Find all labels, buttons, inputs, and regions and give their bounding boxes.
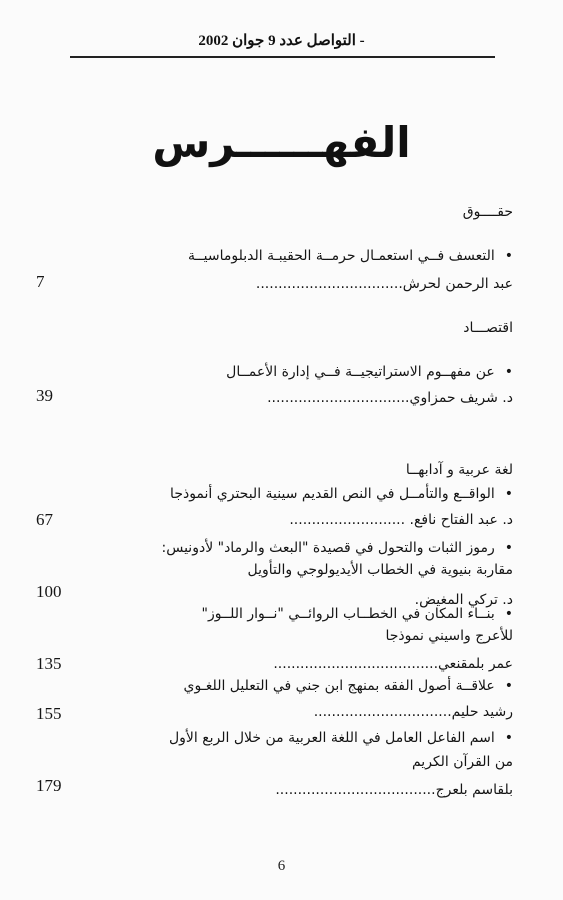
toc-entry-title: •التعسف فــي استعمـال حرمــة الحقيبـة الدبلوماسيــة xyxy=(187,248,513,264)
toc-entry-title: •عن مفهــوم الاستراتيجيــة فــي إدارة الأعمــال xyxy=(226,364,513,380)
page-number: 6 xyxy=(277,858,286,874)
toc-entry-page: 135 xyxy=(36,654,62,673)
bullet-icon: • xyxy=(504,606,513,622)
toc-entry-author: رشيد حليم............................... xyxy=(313,704,513,720)
toc-entry-page: 179 xyxy=(36,776,62,795)
bullet-icon: • xyxy=(504,486,513,502)
header-rule xyxy=(70,56,495,58)
running-header: - التواصل عدد 9 جوان 2002 xyxy=(198,33,365,49)
section-heading-economy: اقتصـــاد xyxy=(463,320,513,336)
bullet-icon: • xyxy=(504,364,513,380)
toc-entry-author: د. تركي المغيض. xyxy=(414,592,513,608)
toc-entry-title: •اسم الفاعل العامل في اللغة العربية من خلال الربع الأول xyxy=(168,730,513,746)
toc-entry-author: بلقاسم بلعرج.................................... xyxy=(275,782,513,798)
toc-entry-title: •بنــاء المكان في الخطــاب الروائــي "نــوار اللــوز" xyxy=(201,606,513,622)
page-title: الفهــــــرس xyxy=(152,118,411,167)
toc-entry-title: •الواقــع والتأمــل في النص القديم سينية البحتري أنموذجا xyxy=(170,486,513,502)
toc-entry-page: 155 xyxy=(36,704,62,723)
toc-entry-page: 100 xyxy=(36,582,62,601)
toc-entry-title: •رموز الثبات والتحول في قصيدة "البعث والرماد" لأدونيس: xyxy=(161,540,513,556)
bullet-icon: • xyxy=(504,730,513,746)
bullet-icon: • xyxy=(504,540,513,556)
bullet-icon: • xyxy=(504,678,513,694)
toc-entry-title-continued: مقاربة بنيوية في الخطاب الأيديولوجي والتأويل xyxy=(247,562,513,578)
toc-entry-author: د. شريف حمزاوي................................ xyxy=(267,390,513,406)
toc-entry-title: •علاقــة أصول الفقه بمنهج ابن جني في التعليل اللغـوي xyxy=(183,678,513,694)
toc-entry-title-continued: للأعرج واسيني نموذجا xyxy=(385,628,513,644)
bullet-icon: • xyxy=(504,248,513,264)
toc-entry-page: 67 xyxy=(36,510,53,529)
toc-entry-page: 7 xyxy=(36,272,45,291)
section-heading-law: حقــــوق xyxy=(462,204,513,220)
toc-entry-page: 39 xyxy=(36,386,53,405)
toc-entry-author: عمر بلمقنعي..................................... xyxy=(273,656,513,672)
toc-entry-author: عبد الرحمن لحرش................................. xyxy=(255,276,513,292)
toc-entry-title-continued: من القرآن الكريم xyxy=(411,754,513,770)
section-heading-arabic-literature: لغة عربية و آدابهــا xyxy=(405,462,513,478)
toc-entry-author: د. عبد الفتاح نافع. .......................... xyxy=(289,512,513,528)
